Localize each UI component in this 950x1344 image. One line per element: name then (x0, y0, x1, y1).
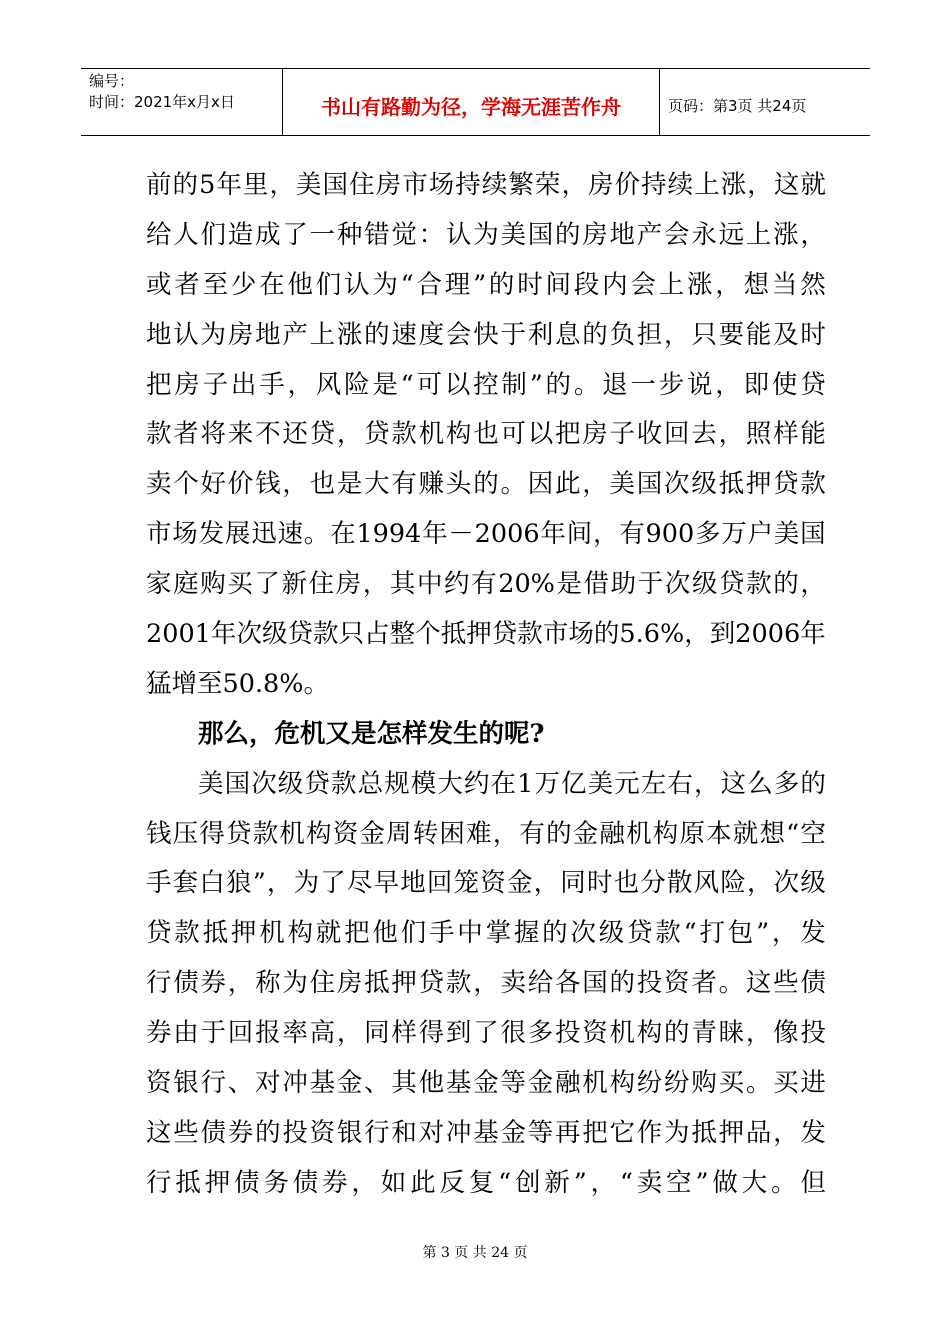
body-text-line: 猛增至50.8%。 (146, 668, 330, 699)
section-heading: 那么，危机又是怎样发生的呢? (198, 718, 545, 749)
body-text-line: 券 由 于 回 报 率 高 ， 同 样 得 到 了 很 多 投 资 机 构 的 青 睐 ， 像 投 (146, 1018, 826, 1049)
body-text-line: 手 套 白 狼 ” ， 为 了 尽 早 地 回 笼 资 金 ， 同 时 也 分 散 风 险 ， 次 级 (146, 868, 826, 899)
page-header (81, 68, 870, 136)
body-text-line: 这 些 债 券 的 投 资 银 行 和 对 冲 基 金 等 再 把 它 作 为 抵 押 品 ， 发 (146, 1117, 826, 1148)
body-text-line: 贷 款 抵 押 机 构 就 把 他 们 手 中 掌 握 的 次 级 贷 款 “ 打 包 ” ， 发 (146, 918, 826, 949)
header-page-info: 页码：第3页 共24页 (668, 96, 807, 115)
body-text-line: 市 场 发 展 迅 速 。 在 1994 年 － 2006 年 间 ， 有 900 多 万 户 美 国 (146, 519, 826, 550)
header-meta (81, 69, 283, 135)
body-text-line: 地 认 为 房 地 产 上 涨 的 速 度 会 快 于 利 息 的 负 担 ， 只 要 能 及 时 (146, 319, 826, 350)
body-text-line: 或 者 至 少 在 他 们 认 为 “ 合 理 ” 的 时 间 段 内 会 上 涨 ， 想 当 然 (146, 269, 826, 300)
page-footer: 第 3 页 共 24 页 (422, 1245, 528, 1261)
body-text-line: 把 房 子 出 手 ， 风 险 是 “ 可 以 控 制 ” 的 。 退 一 步 说 ， 即 使 贷 (146, 369, 826, 400)
body-text-line: 钱 压 得 贷 款 机 构 资 金 周 转 困 难 ， 有 的 金 融 机 构 原 本 就 想 “ 空 (146, 818, 826, 849)
body-text-line: 卖 个 好 价 钱 ， 也 是 大 有 赚 头 的 。 因 此 ， 美 国 次 级 抵 押 贷 款 (146, 469, 826, 500)
body-text-line: 行 债 券 ， 称 为 住 房 抵 押 贷 款 ， 卖 给 各 国 的 投 资 者 。 这 些 债 (146, 968, 826, 999)
body-text-line: 2001 年 次 级 贷 款 只 占 整 个 抵 押 贷 款 市 场 的 5.6% ， 到 2006 年 (146, 619, 826, 650)
body-text-line: 资 银 行 、 对 冲 基 金 、 其 他 基 金 等 金 融 机 构 纷 纷 购 买 。 买 进 (146, 1068, 826, 1099)
body-text-line: 前 的 5 年 里 ， 美 国 住 房 市 场 持 续 繁 荣 ， 房 价 持 续 上 涨 ， 这 就 (146, 170, 826, 200)
body-text-line: 行 抵 押 债 务 债 券 ， 如 此 反 复 “ 创 新 ” ， “ 卖 空 ” 做 大 。 但 (146, 1167, 826, 1198)
document-number-label: 编号： (89, 72, 135, 90)
document-date: 时间：2021年x月x日 (89, 93, 235, 111)
body-text-line: 美 国 次 级 贷 款 总 规 模 大 约 在 1 万 亿 美 元 左 右 ， 这 么 多 的 (198, 768, 826, 799)
body-text-line: 家 庭 购 买 了 新 住 房 ， 其 中 约 有 20% 是 借 助 于 次 级 贷 款 的 ， (146, 569, 826, 600)
header-motto: 书山有路勤为径，学海无涯苦作舟 (283, 69, 660, 135)
document-body (146, 161, 826, 1209)
body-text-line: 款 者 将 来 不 还 贷 ， 贷 款 机 构 也 可 以 把 房 子 收 回 去 ， 照 样 能 (146, 419, 826, 450)
body-text-line: 给 人 们 造 成 了 一 种 错 觉 ： 认 为 美 国 的 房 地 产 会 永 远 上 涨 ， (146, 219, 826, 250)
